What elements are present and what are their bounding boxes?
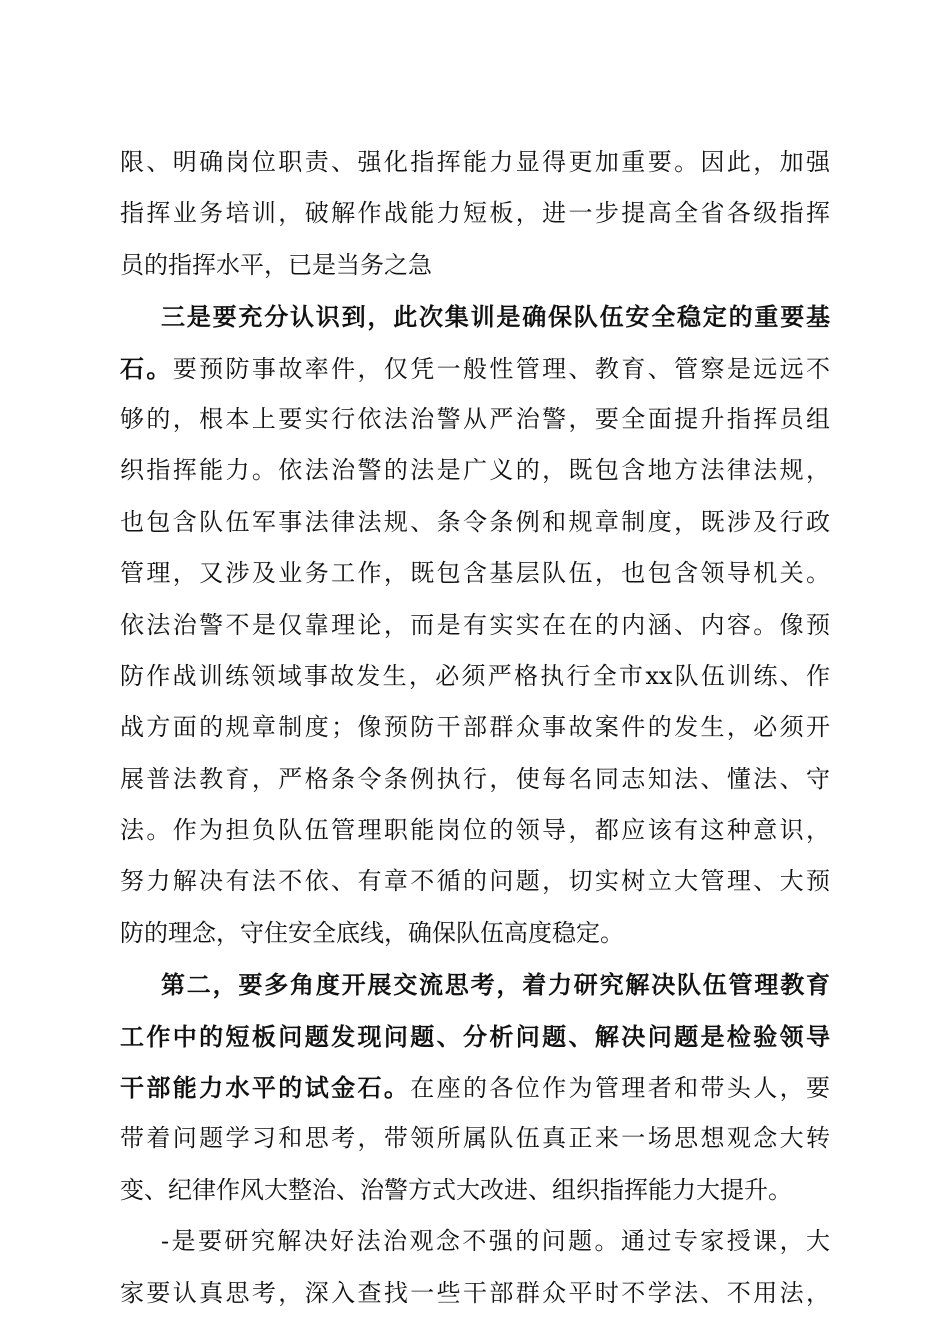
text-line: 防的理念，守住安全底线，确保队伍高度稳定。 [120,918,624,947]
text-line: 法。作为担负队伍管理职能岗位的领导，都应该有这种意识， [120,816,830,845]
text-line: 依法治警不是仅靠理论，而是有实实在在的内涵、内容。像预 [120,610,830,639]
text-line [120,1062,830,1113]
text-line: 防作战训练领域事故发生，必须严格执行全市xx队伍训练、作 [120,661,830,690]
text-line: 员的指挥水平，已是当务之急 [120,250,432,279]
text-line: 指挥业务培训，破解作战能力短板，进一步提高全省各级指挥 [120,199,830,228]
text-line: 限、明确岗位职责、强化指挥能力显得更加重要。因此，加强 [120,148,830,176]
paragraph-heading-line: 三是要充分认识到，此次集训是确保队伍安全稳定的重要基 [161,302,830,332]
section-heading-line: 工作中的短板问题发现问题、分析问题、解决问题是检验领导 [120,1021,830,1051]
text-line: 努力解决有法不依、有章不循的问题，切实树立大管理、大预 [120,867,830,896]
section-heading-tail: 干部能力水平的试金石。 [120,1073,411,1103]
text-line: 管理，又涉及业务工作，既包含基层队伍，也包含领导机关。 [120,559,830,588]
text-line: 展普法教育，严格条令条例执行，使每名同志知法、懂法、守 [120,764,830,793]
document-body [120,137,830,1319]
text-line: 够的，根本上要实行依法治警从严治警，要全面提升指挥员组 [120,404,830,433]
text-line: 变、纪律作风大整治、治警方式大改进、组织指挥能力大提升。 [120,1175,792,1204]
text-line: -是要研究解决好法治观念不强的问题。通过专家授课，大 [161,1227,830,1256]
paragraph-heading-tail: 石。 [120,353,173,383]
text-segment: 要预防事故率件，仅凭一般性管理、教育、管察是远远不 [172,354,830,383]
text-segment: 在座的各位作为管理者和带头人，要 [410,1074,830,1103]
text-line: 战方面的规章制度；像预防干部群众事故案件的发生，必须开 [120,713,830,742]
text-line: 带着问题学习和思考，带领所属队伍真正来一场思想观念大转 [120,1124,830,1153]
text-line: 家要认真思考，深入查找一些干部群众平时不学法、不用法， [120,1278,830,1307]
text-line: 也包含队伍军事法律法规、条令条例和规章制度，既涉及行政 [120,507,830,536]
text-line [120,343,830,394]
text-line: 织指挥能力。依法治警的法是广义的，既包含地方法律法规， [120,456,830,485]
section-heading-line: 第二，要多角度开展交流思考，着力研究解决队伍管理教育 [161,970,830,1000]
